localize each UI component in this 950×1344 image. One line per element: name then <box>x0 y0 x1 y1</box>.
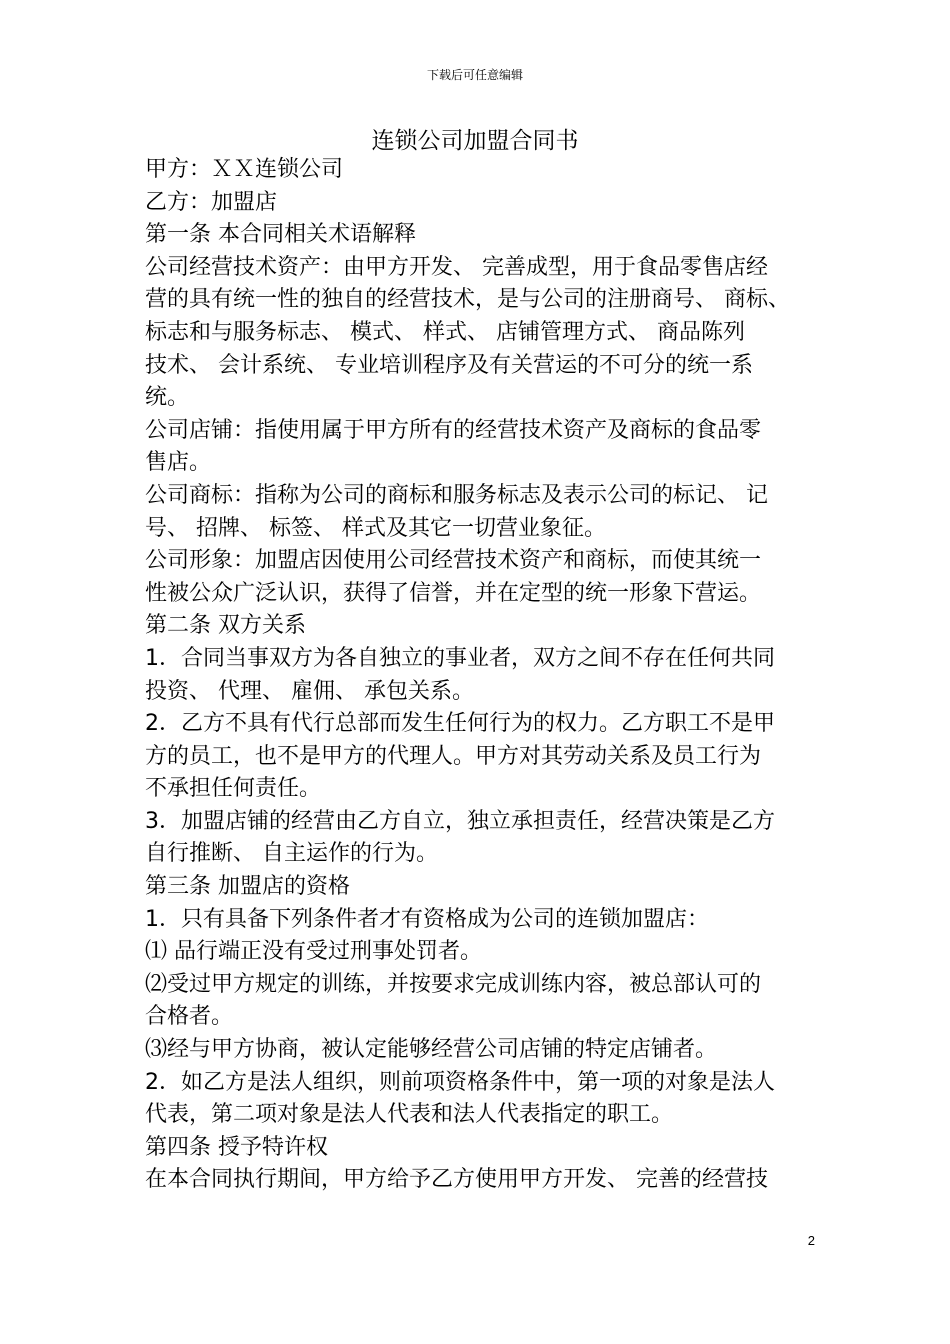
text-line: 售店。 <box>145 450 212 476</box>
document-body <box>145 154 810 1197</box>
text-line: 1．合同当事双方为各自独立的事业者，双方之间不存在任何共同 <box>145 645 775 671</box>
text-line: 自行推断、 自主运作的行为。 <box>145 841 438 867</box>
text-line: 第四条 授予特许权 <box>145 1134 328 1160</box>
text-line: 技术、 会计系统、 专业培训程序及有关营运的不可分的统一系 <box>145 352 753 378</box>
text-line: 在本合同执行期间，甲方给予乙方使用甲方开发、 完善的经营技 <box>145 1167 768 1193</box>
text-line: 1．只有具备下列条件者才有资格成为公司的连锁加盟店： <box>145 906 709 932</box>
text-line: 第一条 本合同相关术语解释 <box>145 222 416 248</box>
text-line: 第二条 双方关系 <box>145 613 306 639</box>
text-line: ⑶经与甲方协商，被认定能够经营公司店铺的特定店铺者。 <box>145 1037 718 1063</box>
text-line: 标志和与服务标志、 模式、 样式、 店铺管理方式、 商品陈列 <box>145 319 745 345</box>
text-line: 乙方：加盟店 <box>145 189 278 215</box>
page-header: 下载后可任意编辑 <box>426 68 523 82</box>
text-line: ⑵受过甲方规定的训练，并按要求完成训练内容，被总部认可的 <box>145 971 762 997</box>
text-line: 方的员工，也不是甲方的代理人。甲方对其劳动关系及员工行为 <box>145 743 762 769</box>
text-line: 性被公众广泛认识，获得了信誉，并在定型的统一形象下营运。 <box>145 580 762 606</box>
text-line: 不承担任何责任。 <box>145 776 322 802</box>
text-line: 代表，第二项对象是法人代表和法人代表指定的职工。 <box>145 1102 674 1128</box>
text-line: 投资、 代理、 雇佣、 承包关系。 <box>145 678 474 704</box>
page-number: 2 <box>807 1233 815 1248</box>
text-line: 合格者。 <box>145 1004 234 1030</box>
text-line: 第三条 加盟店的资格 <box>145 874 350 900</box>
text-line: 公司经营技术资产：由甲方开发、 完善成型，用于食品零售店经 <box>145 254 768 280</box>
text-line: 甲方：ＸＸ连锁公司 <box>145 157 344 182</box>
text-line: 统。 <box>145 385 190 411</box>
text-line: 2．乙方不具有代行总部而发生任何行为的权力。乙方职工不是甲 <box>145 711 775 737</box>
text-line: 号、 招牌、 标签、 样式及其它一切营业象征。 <box>145 515 606 541</box>
text-line: 营的具有统一性的独自的经营技术，是与公司的注册商号、 商标、 <box>145 287 790 313</box>
text-line: 公司形象：加盟店因使用公司经营技术资产和商标，而使其统一 <box>145 548 762 574</box>
text-line: ⑴ 品行端正没有受过刑事处罚者。 <box>145 939 482 965</box>
text-line: 公司店铺：指使用属于甲方所有的经营技术资产及商标的食品零 <box>145 417 762 443</box>
text-line: 2．如乙方是法人组织，则前项资格条件中，第一项的对象是法人 <box>145 1069 775 1095</box>
text-line: 3．加盟店铺的经营由乙方自立，独立承担责任，经营决策是乙方 <box>145 808 775 834</box>
text-line: 公司商标：指称为公司的商标和服务标志及表示公司的标记、 记 <box>145 482 768 508</box>
document-title: 连锁公司加盟合同书 <box>371 128 579 154</box>
